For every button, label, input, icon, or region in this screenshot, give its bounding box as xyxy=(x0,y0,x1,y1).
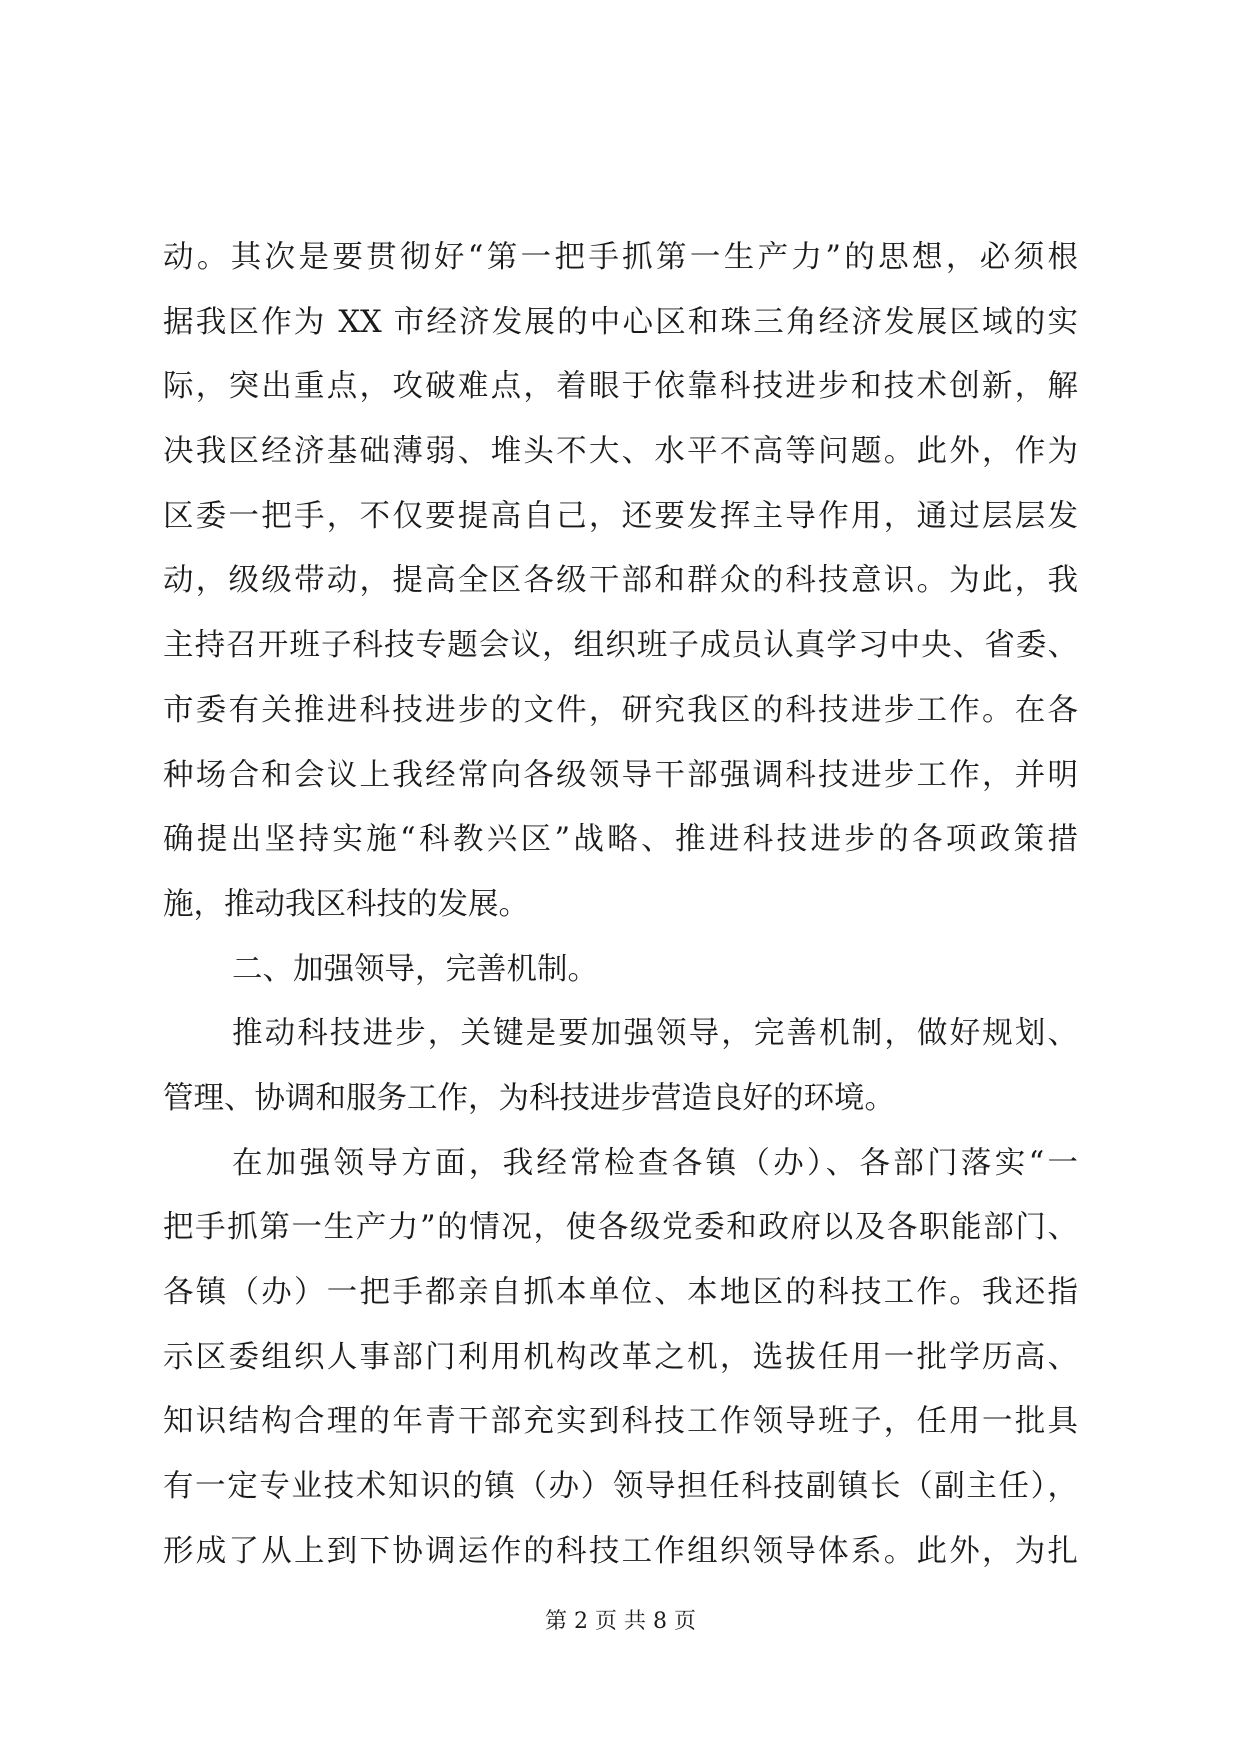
text-line: 主持召开班子科技专题会议，组织班子成员认真学习中央、省委、 xyxy=(163,628,1078,664)
text-line: 示区委组织人事部门利用机构改革之机，选拔任用一批学历高、 xyxy=(163,1339,1078,1375)
text-line: 形成了从上到下协调运作的科技工作组织领导体系。此外，为扎 xyxy=(163,1533,1078,1569)
text-line: 据我区作为 XX 市经济发展的中心区和珠三角经济发展区域的实 xyxy=(163,304,1078,340)
text-line: 施，推动我区科技的发展。 xyxy=(163,886,529,922)
page-number: 第 2 页 共 8 页 xyxy=(545,1609,696,1634)
text-line: 在加强领导方面，我经常检查各镇（办）、各部门落实“一 xyxy=(232,1145,1078,1181)
text-line: 各镇（办）一把手都亲自抓本单位、本地区的科技工作。我还指 xyxy=(163,1275,1078,1310)
text-line: 决我区经济基础薄弱、堆头不大、水平不高等问题。此外，作为 xyxy=(163,434,1078,470)
text-line: 动，级级带动，提高全区各级干部和群众的科技意识。为此，我 xyxy=(163,563,1078,599)
text-line: 确提出坚持实施“科教兴区”战略、推进科技进步的各项政策措 xyxy=(163,822,1078,858)
text-line: 把手抓第一生产力”的情况，使各级党委和政府以及各职能部门、 xyxy=(163,1210,1078,1246)
text-line: 市委有关推进科技进步的文件，研究我区的科技进步工作。在各 xyxy=(163,692,1078,728)
text-line: 种场合和会议上我经常向各级领导干部强调科技进步工作，并明 xyxy=(163,757,1078,793)
text-line: 管理、协调和服务工作，为科技进步营造良好的环境。 xyxy=(163,1080,895,1116)
document-body xyxy=(163,226,1078,1584)
text-line: 推动科技进步，关键是要加强领导，完善机制，做好规划、 xyxy=(232,1016,1078,1052)
text-line: 知识结构合理的年青干部充实到科技工作领导班子，任用一批具 xyxy=(163,1404,1078,1440)
section-heading: 二、加强领导，完善机制。 xyxy=(232,951,598,987)
text-line: 动。其次是要贯彻好“第一把手抓第一生产力”的思想，必须根 xyxy=(163,240,1078,275)
text-line: 有一定专业技术知识的镇（办）领导担任科技副镇长（副主任）， xyxy=(163,1469,1078,1505)
page-footer xyxy=(0,1607,1241,1637)
text-line: 区委一把手，不仅要提高自己，还要发挥主导作用，通过层层发 xyxy=(163,498,1078,534)
text-line: 际，突出重点，攻破难点，着眼于依靠科技进步和技术创新，解 xyxy=(163,369,1078,405)
